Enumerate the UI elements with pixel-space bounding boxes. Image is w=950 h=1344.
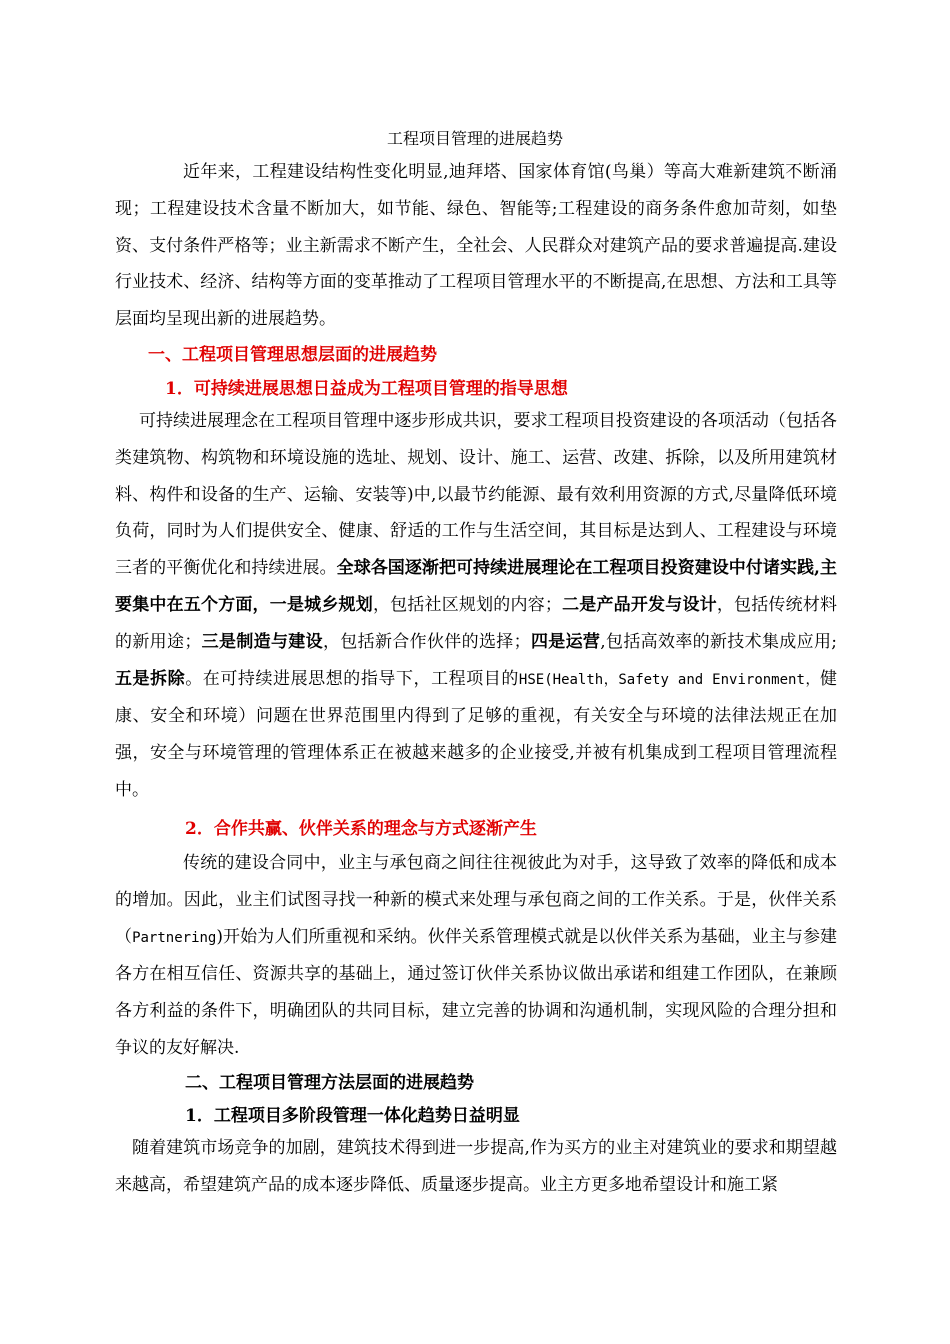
hse-detail-text: 健康、安全和环境）问题在世界范围里内得到了足够的重视，有关安全与环境的法律法规正在加强，安全与环境管理的管理体系正在被越来越多的企业接受,并被有机集成到工程项目管理流程中。 [115,668,838,800]
aspect3-detail: ，包括新合作伙伴的选择； [322,631,531,652]
five-aspects-bold: 全球各国逐渐把可持续进展理论在工程项目投资建设中付诸实践,主要集中在五个方面，一是城乡规划 [115,558,838,615]
document-title: 工程项目管理的进展趋势 [386,129,563,148]
aspect4-detail: ,包括高效率的新技术集成应用; [600,631,838,652]
aspect3-bold: 三是制造与建设 [201,631,323,652]
intro-paragraph: 近年来，工程建设结构性变化明显,迪拜塔、国家体育馆(鸟巢）等高大难新建筑不断涌现；工程建设技术含量不断加大，如节能、绿色、智能等;工程建设的商务条件愈加苛刻，如垫资、支付条件严格等；业主新需求不断产生，全社会、人民群众对建筑产品的要求普遍提高.建设行业技术、经济、结构等方面的变革推动了工程项目管理水平的不断提高,在思想、方法和工具等层面均呈现出新的进展趋势。 [115,162,837,330]
partnering-english-term: Partnering [132,929,217,946]
hse-english-term: HSE(Health，Safety and Environment， [518,671,821,688]
section1-sub1-heading: 1．可持续进展思想日益成为工程项目管理的指导思想 [165,379,568,399]
section2-heading: 二、工程项目管理方法层面的进展趋势 [185,1073,474,1093]
aspect2-detail: ，包括传统材料的新用途； [115,594,838,652]
section1-sub2-heading: 2．合作共赢、伙伴关系的理念与方式逐渐产生 [185,819,537,839]
aspect5-bold: 五是拆除 [115,668,186,689]
aspect2-bold: 二是产品开发与设计 [561,594,717,615]
section2-sub1-paragraph: 随着建筑市场竞争的加剧，建筑技术得到进一步提高,作为买方的业主对建筑业的要求和期望越来越高，希望建筑产品的成本逐步降低、质量逐步提高。业主方更多地希望设计和施工紧 [115,1138,837,1195]
section1-sub1-paragraph [115,403,837,809]
aspect4-bold: 四是运营 [530,631,601,652]
hse-lead-text: 。在可持续进展思想的指导下，工程项目的 [185,668,519,689]
aspect1-detail: ，包括社区规划的内容； [372,594,562,615]
partnering-intro-text: 传统的建设合同中，业主与承包商之间往往视彼此为对手，这导致了效率的降低和成本的增加。因此，业主们试图寻找一种新的模式来处理与承包商之间的工作关系。于是，伙伴关系（ [115,853,837,947]
sustainability-text: 可持续进展理念在工程项目管理中逐步形成共识，要求工程项目投资建设的各项活动（包括各类建筑物、构筑物和环境设施的选址、规划、设计、施工、运营、改建、拆除，以及所用建筑材料、构件和设备的生产、运输、安装等)中,以最节约能源、最有效利用资源的方式,尽量降低环境负荷，同时为人们提供安全、健康、舒适的工作与生活空间，其目标是达到人、工程建设与环境三者的平衡优化和持续进展。 [115,411,837,579]
section1-sub2-paragraph [115,845,837,1067]
section1-heading: 一、工程项目管理思想层面的进展趋势 [148,345,437,365]
partnering-detail-text: )开始为人们所重视和采纳。伙伴关系管理模式就是以伙伴关系为基础，业主与参建各方在相互信任、资源共享的基础上，通过签订伙伴关系协议做出承诺和组建工作团队，在兼顾各方利益的条件下，明确团队的共同目标，建立完善的协调和沟通机制，实现风险的合理分担和争议的友好解决. [115,926,837,1058]
section2-sub1-heading: 1．工程项目多阶段管理一体化趋势日益明显 [185,1106,520,1126]
